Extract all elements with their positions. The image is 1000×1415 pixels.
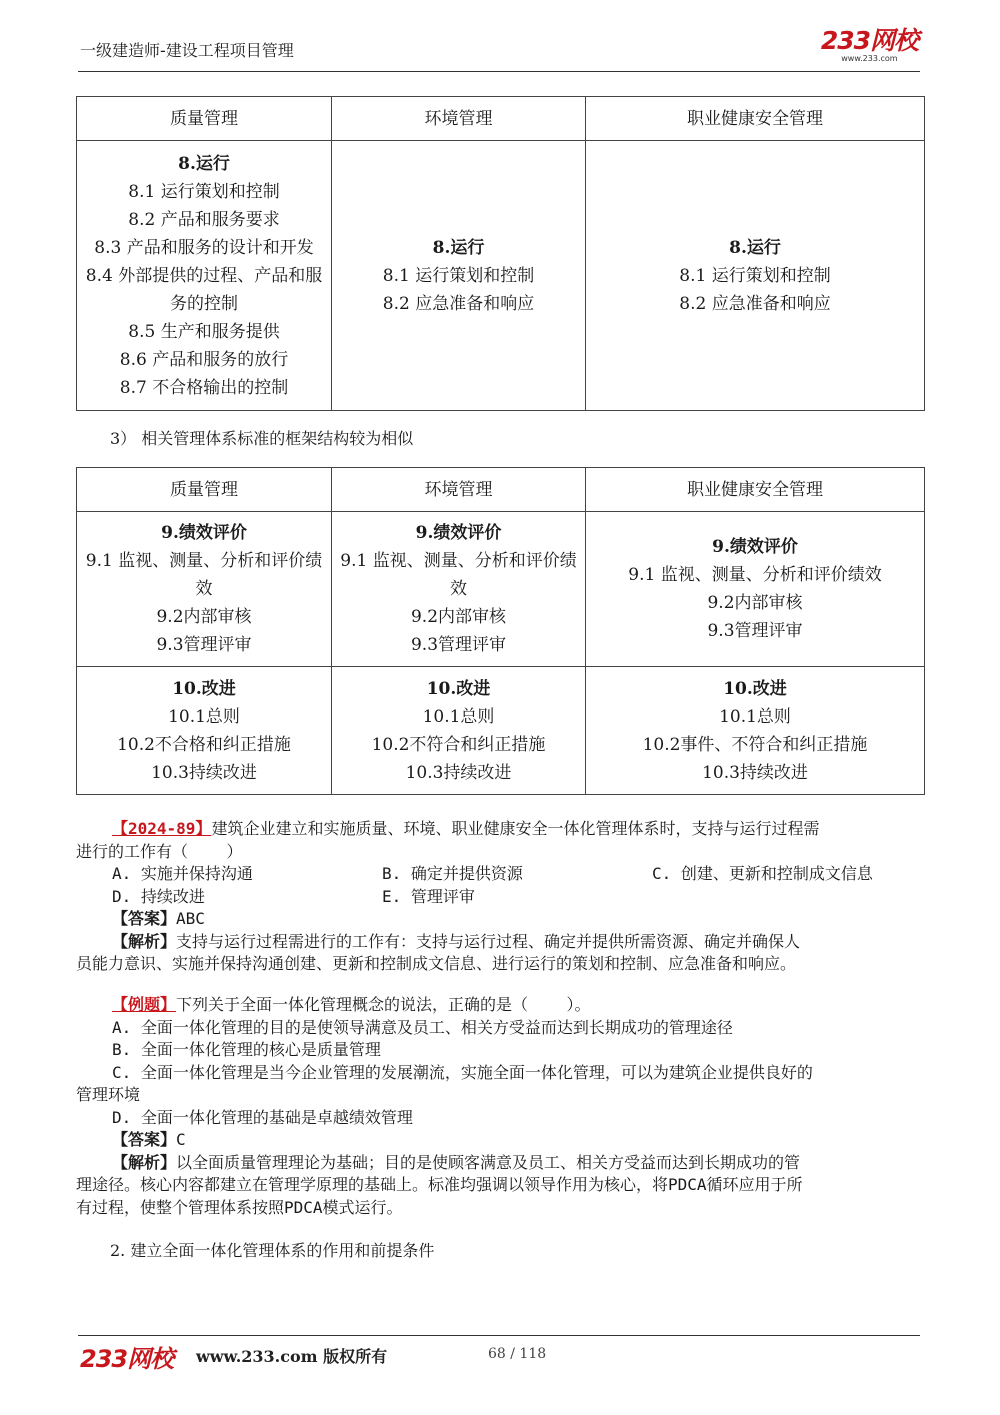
cell-line: 8.1 运行策划和控制 [382, 265, 535, 286]
table-cell [332, 512, 586, 667]
header-title: 一级建造师-建设工程项目管理 [80, 41, 294, 60]
cell-line: 9.2内部审核 [410, 607, 507, 627]
cell-line: 8.1 运行策划和控制 [128, 181, 280, 202]
answer-value: ABC [176, 909, 205, 928]
option-b: B. 确定并提供资源 [382, 864, 523, 883]
cell-line: 10.1总则 [168, 706, 240, 727]
cell-line: 8.3 产品和服务的设计和开发 [94, 237, 314, 258]
table-row [77, 667, 925, 795]
analysis-text-cont: 员能力意识、实施并保持沟通创建、更新和控制成文信息、进行运行的策划和控制、应急准备和响应。 [76, 954, 797, 973]
cell-line: 9.3管理评审 [707, 621, 803, 641]
question-stem-cont: 进行的工作有（ ） [76, 841, 243, 861]
option-d: D. 全面一体化管理的基础是卓越绩效管理 [112, 1107, 413, 1127]
option-c: C. 全面一体化管理是当今企业管理的发展潮流，实施全面一体化管理，可以为建筑企业提供良好的 [112, 1062, 813, 1082]
table-header-row [77, 468, 925, 512]
answer-value: C [176, 1130, 186, 1149]
cell-line: 9.2内部审核 [707, 593, 803, 613]
analysis-text: 以全面质量管理理论为基础；目的是使顾客满意及员工、相关方受益而达到长期成功的管 [176, 1152, 801, 1172]
question-2024-89 [76, 818, 926, 976]
analysis-label: 【解析】 [112, 931, 177, 951]
footer-logo: 233网校 [80, 1345, 174, 1373]
question-stem: 建筑企业建立和实施质量、环境、职业健康安全一体化管理体系时，支持与运行过程需 [211, 819, 820, 838]
cell-title: 8.运行 [178, 153, 230, 174]
cell-line: 9.3管理评审 [410, 635, 507, 655]
cell-line: 8.7 不合格输出的控制 [119, 377, 289, 398]
answer-label: 【答案】 [112, 909, 177, 928]
page-number: 68 / 118 [488, 1346, 547, 1362]
comparison-table-evaluation [76, 467, 925, 795]
option-e: E. 管理评审 [382, 886, 475, 906]
cell-title: 8.运行 [729, 237, 781, 258]
option-d: D. 持续改进 [112, 886, 205, 906]
option-b: B. 全面一体化管理的核心是质量管理 [112, 1040, 381, 1059]
cell-title: 10.改进 [172, 678, 236, 699]
cell-line: 9.1 监视、测量、分析和评价绩效 [85, 551, 323, 599]
cell-line: 9.1 监视、测量、分析和评价绩效 [340, 551, 577, 599]
option-a: A. 实施并保持沟通 [112, 864, 253, 883]
table-row [77, 512, 925, 667]
cell-title: 8.运行 [432, 237, 485, 258]
table-cell [586, 512, 925, 667]
cell-line: 10.2不符合和纠正措施 [371, 734, 546, 755]
table-row [77, 141, 925, 411]
analysis-text-cont: 理途径。核心内容都建立在管理学原理的基础上。标准均强调以领导作用为核心，将PDCA循环应用于所 [76, 1175, 803, 1194]
table-cell [77, 141, 332, 411]
cell-line: 10.2不合格和纠正措施 [117, 734, 291, 755]
cell-title: 9.绩效评价 [415, 523, 502, 543]
header-ohs: 职业健康安全管理 [586, 97, 925, 141]
brand-logo-text: 233网校 [820, 26, 918, 55]
header-divider [78, 71, 920, 72]
table-cell [77, 512, 332, 667]
brand-logo-url: www.233.com [841, 54, 898, 63]
table-cell [332, 141, 586, 411]
analysis-text: 支持与运行过程需进行的工作有：支持与运行过程、确定并提供所需资源、确定并确保人 [176, 931, 801, 951]
question-example [76, 994, 926, 1219]
brand-logo [821, 28, 918, 63]
question-tag: 【例题】 [112, 995, 177, 1014]
cell-line: 8.2 应急准备和响应 [382, 293, 535, 314]
option-c-cont: 管理环境 [76, 1085, 141, 1104]
answer-label: 【答案】 [112, 1130, 177, 1149]
cell-line: 10.2事件、不符合和纠正措施 [642, 734, 868, 755]
question-stem: 下列关于全面一体化管理概念的说法，正确的是（ ）。 [176, 995, 591, 1014]
cell-line: 8.6 产品和服务的放行 [119, 349, 289, 370]
header-ohs: 职业健康安全管理 [586, 468, 925, 512]
footer-copyright: www.233.com 版权所有 [196, 1347, 388, 1366]
cell-line: 10.3持续改进 [702, 762, 808, 783]
table-header-row [77, 97, 925, 141]
comparison-table-operation [76, 96, 925, 411]
cell-line: 9.2内部审核 [156, 607, 252, 627]
cell-line: 8.2 产品和服务要求 [128, 209, 280, 230]
table-cell [586, 667, 925, 795]
table-cell [77, 667, 332, 795]
cell-title: 10.改进 [426, 678, 491, 699]
header-environment: 环境管理 [332, 468, 586, 512]
option-a: A. 全面一体化管理的目的是使领导满意及员工、相关方受益而达到长期成功的管理途径 [112, 1017, 733, 1037]
header-environment: 环境管理 [332, 97, 586, 141]
note-3: 3） 相关管理体系标准的框架结构较为相似 [110, 429, 414, 448]
analysis-label: 【解析】 [112, 1152, 177, 1172]
cell-line: 9.3管理评审 [156, 635, 252, 655]
cell-line: 8.2 应急准备和响应 [679, 293, 831, 314]
table-cell [332, 667, 586, 795]
option-c: C. 创建、更新和控制成文信息 [652, 864, 873, 883]
header-quality: 质量管理 [77, 468, 332, 512]
cell-line: 10.1总则 [719, 706, 791, 727]
cell-line: 10.1总则 [422, 706, 495, 727]
cell-line: 8.4 外部提供的过程、产品和服务的控制 [85, 265, 323, 314]
cell-line: 10.3持续改进 [405, 762, 512, 783]
question-tag: 【2024-89】 [112, 819, 212, 838]
cell-line: 8.5 生产和服务提供 [128, 321, 280, 342]
table-cell [586, 141, 925, 411]
header-quality: 质量管理 [77, 97, 332, 141]
analysis-text-cont: 有过程，使整个管理体系按照PDCA模式运行。 [76, 1197, 403, 1217]
footer-divider [78, 1335, 920, 1336]
cell-title: 9.绩效评价 [712, 537, 798, 557]
cell-line: 10.3持续改进 [151, 762, 257, 783]
section-heading: 2. 建立全面一体化管理体系的作用和前提条件 [110, 1241, 435, 1260]
cell-line: 8.1 运行策划和控制 [679, 265, 831, 286]
cell-line: 9.1 监视、测量、分析和评价绩效 [628, 565, 882, 585]
cell-title: 9.绩效评价 [161, 523, 247, 543]
cell-title: 10.改进 [723, 678, 787, 699]
